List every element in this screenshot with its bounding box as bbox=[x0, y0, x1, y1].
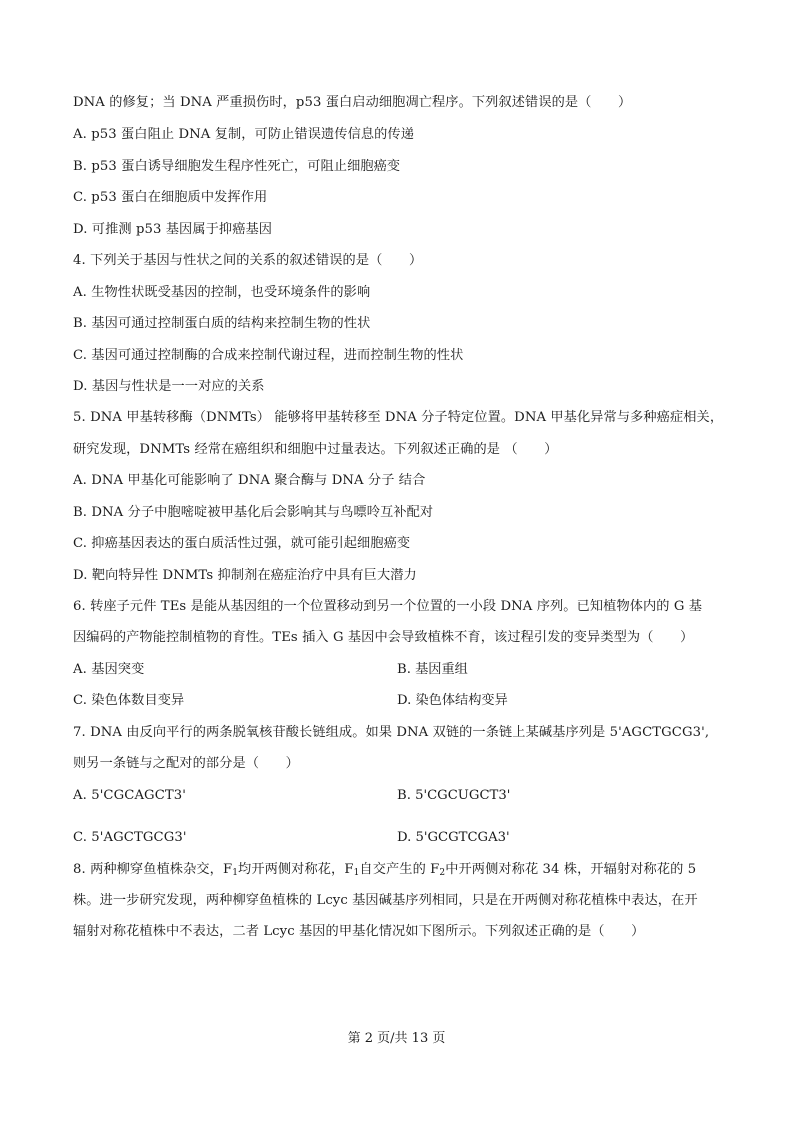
q8-stem-line3: 辐射对称花植株中不表达，二者 Lcyc 基因的甲基化情况如下图所示。下列叙述正确的是（ ） bbox=[73, 924, 645, 939]
q4-stem: 4. 下列关于基因与性状之间的关系的叙述错误的是（ ） bbox=[73, 253, 423, 268]
subscript: 1 bbox=[353, 868, 360, 878]
q4-option-c: C. 基因可通过控制酶的合成来控制代谢过程，进而控制生物的性状 bbox=[73, 348, 464, 363]
subscript: 1 bbox=[232, 868, 239, 878]
q6-option-d: D. 染色体结构变异 bbox=[397, 693, 508, 708]
q7-option-b: B. 5'CGCUGCT3' bbox=[397, 788, 511, 803]
q7-option-a: A. 5'CGCAGCT3' bbox=[73, 788, 186, 803]
q3-stem-continued: DNA 的修复；当 DNA 严重损伤时，p53 蛋白启动细胞凋亡程序。下列叙述错误的是（ ） bbox=[73, 95, 632, 110]
q7-stem-line1: 7. DNA 由反向平行的两条脱氧核苷酸长链组成。如果 DNA 双链的一条链上某碱基序列是 5'AGCTGCG3', bbox=[73, 725, 710, 740]
q4-option-a: A. 生物性状既受基因的控制，也受环境条件的影响 bbox=[73, 285, 371, 300]
q6-option-b: B. 基因重组 bbox=[397, 662, 468, 677]
q4-option-b: B. 基因可通过控制蛋白质的结构来控制生物的性状 bbox=[73, 316, 371, 331]
q8-text: 自交产生的 F bbox=[359, 862, 440, 877]
q7-stem-line2: 则另一条链与之配对的部分是（ ） bbox=[73, 756, 299, 771]
q6-stem-line2: 因编码的产物能控制植物的育性。TEs 插入 G 基因中会导致植株不育，该过程引发的变异类型为（ ） bbox=[73, 630, 694, 645]
q7-option-d: D. 5'GCGTCGA3' bbox=[397, 830, 510, 845]
q3-option-b: B. p53 蛋白诱导细胞发生程序性死亡，可阻止细胞癌变 bbox=[73, 159, 401, 174]
q8-stem-line1 bbox=[73, 861, 753, 882]
q5-option-a: A. DNA 甲基化可能影响了 DNA 聚合酶与 DNA 分子 结合 bbox=[73, 473, 426, 488]
q3-option-c: C. p53 蛋白在细胞质中发挥作用 bbox=[73, 190, 268, 205]
q3-option-d: D. 可推测 p53 基因属于抑癌基因 bbox=[73, 222, 273, 237]
subscript: 2 bbox=[439, 868, 446, 878]
q5-option-d: D. 靶向特异性 DNMTs 抑制剂在癌症治疗中具有巨大潜力 bbox=[73, 568, 417, 583]
q3-option-a: A. p53 蛋白阻止 DNA 复制，可防止错误遗传信息的传递 bbox=[73, 127, 415, 142]
q6-stem-line1: 6. 转座子元件 TEs 是能从基因组的一个位置移动到另一个位置的一小段 DNA 序列。已知植物体内的 G 基 bbox=[73, 599, 703, 614]
q5-stem-line1: 5. DNA 甲基转移酶（DNMTs） 能够将甲基转移至 DNA 分子特定位置。DNA 甲基化异常与多种癌症相关， bbox=[73, 410, 724, 425]
q8-text: 均开两侧对称花，F bbox=[238, 862, 354, 877]
q6-option-a: A. 基因突变 bbox=[73, 662, 145, 677]
q8-text: 8. 两种柳穿鱼植株杂交，F bbox=[73, 862, 233, 877]
q5-option-b: B. DNA 分子中胞嘧啶被甲基化后会影响其与鸟嘌呤互补配对 bbox=[73, 505, 434, 520]
q6-option-c: C. 染色体数目变异 bbox=[73, 693, 185, 708]
q5-stem-line2: 研究发现，DNMTs 经常在癌组织和细胞中过量表达。下列叙述正确的是 （ ） bbox=[73, 442, 558, 457]
page-footer: 第 2 页/共 13 页 bbox=[347, 1031, 446, 1046]
q5-option-c: C. 抑癌基因表达的蛋白质活性过强，就可能引起细胞癌变 bbox=[73, 536, 411, 551]
q4-option-d: D. 基因与性状是一一对应的关系 bbox=[73, 379, 265, 394]
q8-stem-line2: 株。进一步研究发现，两种柳穿鱼植株的 Lcyc 基因碱基序列相同，只是在开两侧对称花植株中表达，在开 bbox=[73, 893, 698, 908]
q8-text: 中开两侧对称花 34 株，开辐射对称花的 5 bbox=[445, 862, 697, 877]
q7-option-c: C. 5'AGCTGCG3' bbox=[73, 830, 187, 845]
